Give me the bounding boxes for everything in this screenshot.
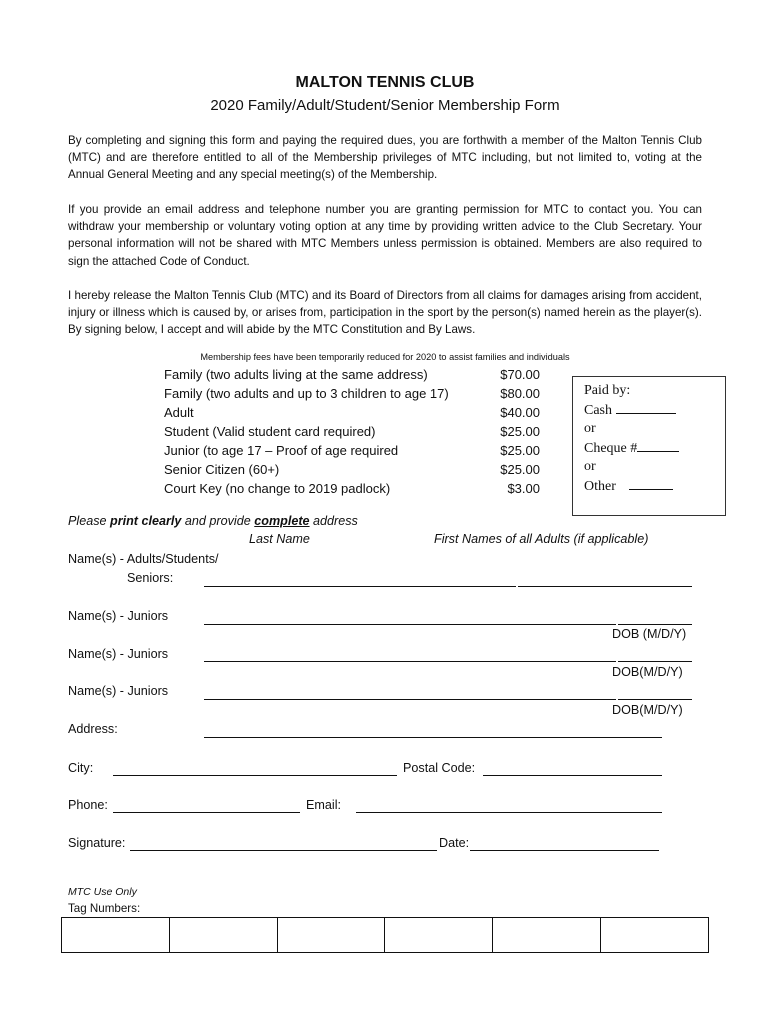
dob-label-3: DOB(M/D/Y) (612, 703, 683, 717)
fee-price-adult: $40.00 (500, 405, 540, 420)
address-label: Address: (68, 722, 118, 736)
fee-price-senior: $25.00 (500, 462, 540, 477)
city-label: City: (68, 761, 94, 775)
payment-box (572, 376, 726, 516)
juniors-name-line-1[interactable] (204, 624, 616, 625)
print-instruction (68, 514, 358, 528)
cheque-blank[interactable] (637, 438, 679, 452)
postal-code-line[interactable] (483, 775, 662, 776)
privacy-paragraph: If you provide an email address and telephone number you are granting permission for MTC to contact you. You can withdraw your membership or voluntary voting option at any time by providing written advice to the Club Secretary. Your personal information will not be shared with MTC Members unless permission is obtained. Members are also required to sign the attached Code of Conduct. (68, 203, 702, 268)
date-line[interactable] (470, 850, 659, 851)
fee-label-family-same-address: Family (two adults living at the same address) (164, 367, 428, 382)
phone-line[interactable] (113, 812, 300, 813)
city-line[interactable] (113, 775, 397, 776)
signature-line[interactable] (130, 850, 437, 851)
juniors-dob-line-2[interactable] (618, 661, 692, 662)
juniors-label-1: Name(s) - Juniors (68, 609, 169, 623)
juniors-label-2: Name(s) - Juniors (68, 647, 169, 661)
dob-label-2: DOB(M/D/Y) (612, 665, 683, 679)
fee-label-junior: Junior (to age 17 – Proof of age required (164, 443, 399, 458)
instruction-mid: and provide (181, 514, 255, 528)
fee-price-student: $25.00 (500, 424, 540, 439)
phone-label: Phone: (68, 798, 108, 812)
membership-paragraph: By completing and signing this form and paying the required dues, you are forthwith a member of the Malton Tennis Club (MTC) and are therefore entitled to all of the Membership privileges of MTC including, but not limited to, voting at the Annual General Meeting and any special meeting(s) of the Membership. (68, 134, 702, 182)
fee-label-family-children: Family (two adults and up to 3 children to age 17) (164, 386, 449, 401)
fee-price-family-children: $80.00 (500, 386, 540, 401)
instruction-underline: complete (254, 514, 310, 528)
date-label: Date: (439, 836, 470, 850)
table-row (62, 918, 709, 953)
or-label-1: or (584, 421, 596, 436)
tag-cell-2[interactable] (169, 918, 277, 953)
fee-price-family-same-address: $70.00 (500, 367, 540, 382)
instruction-bold: print clearly (110, 514, 182, 528)
fee-price-court-key: $3.00 (507, 481, 540, 496)
tag-cell-1[interactable] (62, 918, 170, 953)
fee-price-junior: $25.00 (500, 443, 540, 458)
tag-cell-3[interactable] (277, 918, 385, 953)
adults-first-names-line[interactable] (518, 586, 692, 587)
juniors-dob-line-3[interactable] (618, 699, 692, 700)
cash-blank[interactable] (616, 400, 676, 414)
tag-numbers-table (61, 917, 709, 953)
tag-cell-5[interactable] (493, 918, 601, 953)
juniors-name-line-2[interactable] (204, 661, 616, 662)
tag-cell-6[interactable] (601, 918, 709, 953)
cash-label: Cash (584, 403, 612, 418)
address-line[interactable] (204, 737, 662, 738)
paid-by-label: Paid by: (584, 383, 631, 398)
other-label: Other (584, 479, 616, 494)
names-seniors-label: Seniors: (127, 571, 174, 585)
cheque-label: Cheque # (584, 441, 638, 456)
fee-label-student: Student (Valid student card required) (164, 424, 376, 439)
tag-numbers-label: Tag Numbers: (68, 902, 141, 915)
juniors-label-3: Name(s) - Juniors (68, 684, 169, 698)
page-title: MALTON TENNIS CLUB (295, 74, 475, 91)
juniors-dob-line-1[interactable] (618, 624, 692, 625)
column-first-names: First Names of all Adults (if applicable) (434, 532, 649, 546)
juniors-name-line-3[interactable] (204, 699, 616, 700)
mtc-use-only-label: MTC Use Only (68, 886, 137, 898)
instruction-prefix: Please (68, 514, 111, 528)
signature-label: Signature: (68, 836, 126, 850)
release-paragraph: I hereby release the Malton Tennis Club (MTC) and its Board of Directors from all claims for damages arising from accident, injury or illness which is caused by, or arises from, participation in the sport by the person(s) named herein as the player(s). By signing below, I accept and will abide by the MTC Constitution and By Laws. (68, 289, 702, 337)
tag-cell-4[interactable] (385, 918, 493, 953)
names-adults-label: Name(s) - Adults/Students/ (68, 552, 219, 566)
instruction-suffix: address (309, 514, 358, 528)
fee-label-court-key: Court Key (no change to 2019 padlock) (164, 481, 391, 496)
page-subtitle: 2020 Family/Adult/Student/Senior Membership Form (210, 97, 560, 114)
fee-note: Membership fees have been temporarily reduced for 2020 to assist families and individuals (200, 352, 570, 362)
adults-last-name-line[interactable] (204, 586, 516, 587)
email-label: Email: (306, 798, 341, 812)
or-label-2: or (584, 459, 596, 474)
column-last-name: Last Name (249, 532, 310, 546)
email-line[interactable] (356, 812, 662, 813)
dob-label-1: DOB (M/D/Y) (612, 627, 687, 641)
fee-label-adult: Adult (164, 405, 194, 420)
fee-label-senior: Senior Citizen (60+) (164, 462, 280, 477)
other-blank[interactable] (629, 476, 673, 490)
postal-code-label: Postal Code: (403, 761, 476, 775)
